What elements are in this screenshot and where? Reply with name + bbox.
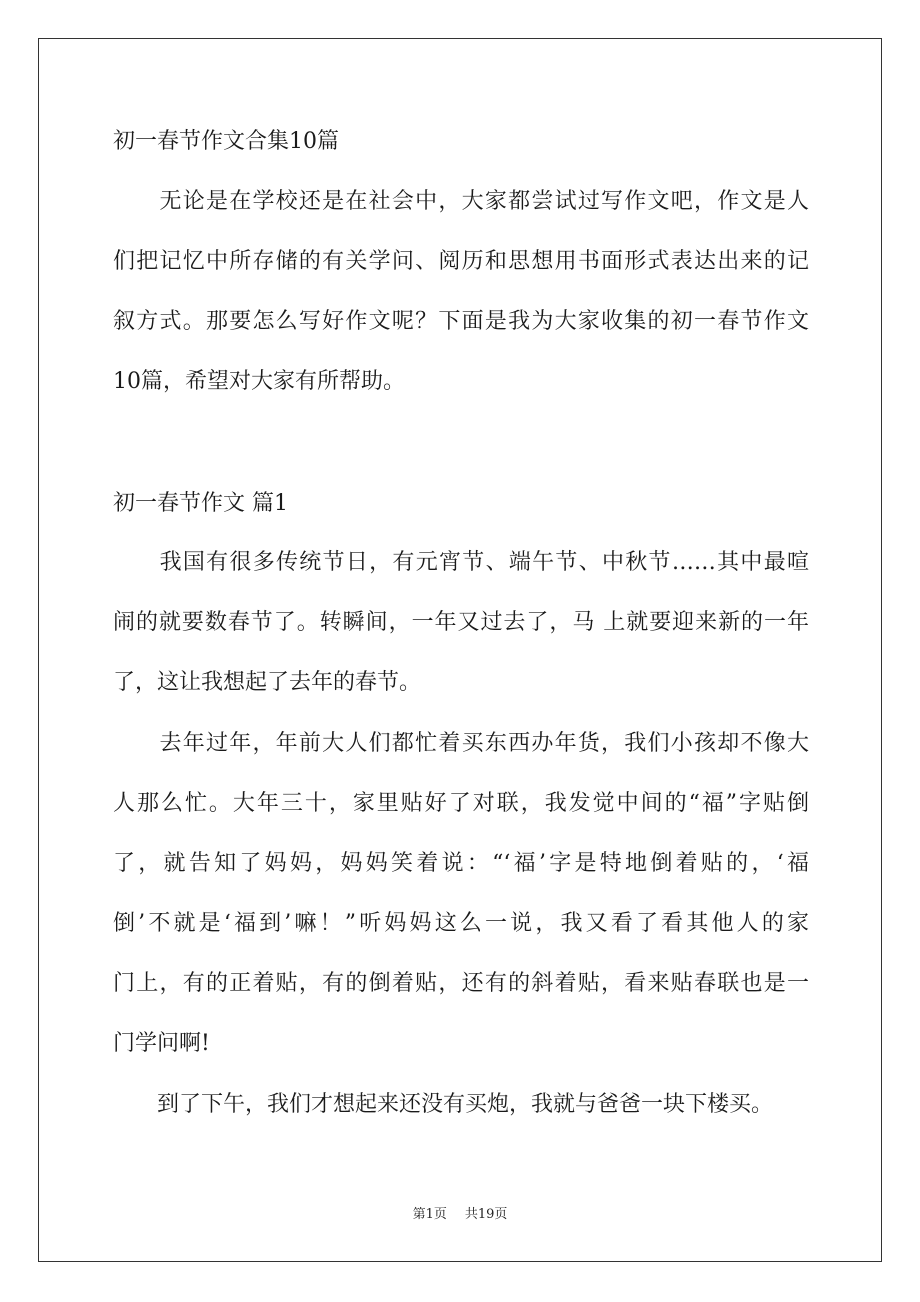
intro-line: 10篇，希望对大家有所帮助。 (113, 369, 405, 394)
paragraph-line: 我国有很多传统节日，有元宵节、端午节、中秋节……其中最喧 (113, 550, 809, 575)
paragraph-line: 门学问啊! (113, 1031, 210, 1056)
paragraph-line: 倒’不就是‘福到’嘛！”听妈妈这么一说，我又看了看其他人的家 (113, 911, 809, 936)
intro-line: 们把记忆中所存储的有关学问、阅历和思想用书面形式表达出来的记 (113, 249, 809, 274)
paragraph-line: 门上，有的正着贴，有的倒着贴，还有的斜着贴，看来贴春联也是一 (113, 971, 809, 996)
paragraph-line: 了，就告知了妈妈，妈妈笑着说：“‘福’字是特地倒着贴的，‘福 (113, 851, 809, 876)
intro-line: 无论是在学校还是在社会中，大家都尝试过写作文吧，作文是人 (113, 189, 809, 214)
paragraph-line: 了，这让我想起了去年的春节。 (113, 670, 422, 695)
page-border (38, 38, 882, 1262)
page-footer (0, 1206, 920, 1224)
document-title: 初一春节作文合集10篇 (113, 129, 339, 154)
intro-line: 叙方式。那要怎么写好作文呢？下面是我为大家收集的初一春节作文 (113, 309, 809, 334)
section-heading: 初一春节作文 篇1 (113, 491, 288, 516)
paragraph-line: 去年过年，年前大人们都忙着买东西办年货，我们小孩却不像大 (113, 731, 809, 756)
paragraph-line: 到了下午，我们才想起来还没有买炮，我就与爸爸一块下楼买。 (113, 1092, 774, 1117)
page-number: 第1页 (412, 1207, 447, 1222)
paragraph-line: 闹的就要数春节了。转瞬间，一年又过去了，马 上就要迎来新的一年 (113, 610, 809, 635)
paragraph-line: 人那么忙。大年三十，家里贴好了对联，我发觉中间的“福”字贴倒 (113, 791, 809, 816)
page-total: 共19页 (464, 1207, 508, 1222)
